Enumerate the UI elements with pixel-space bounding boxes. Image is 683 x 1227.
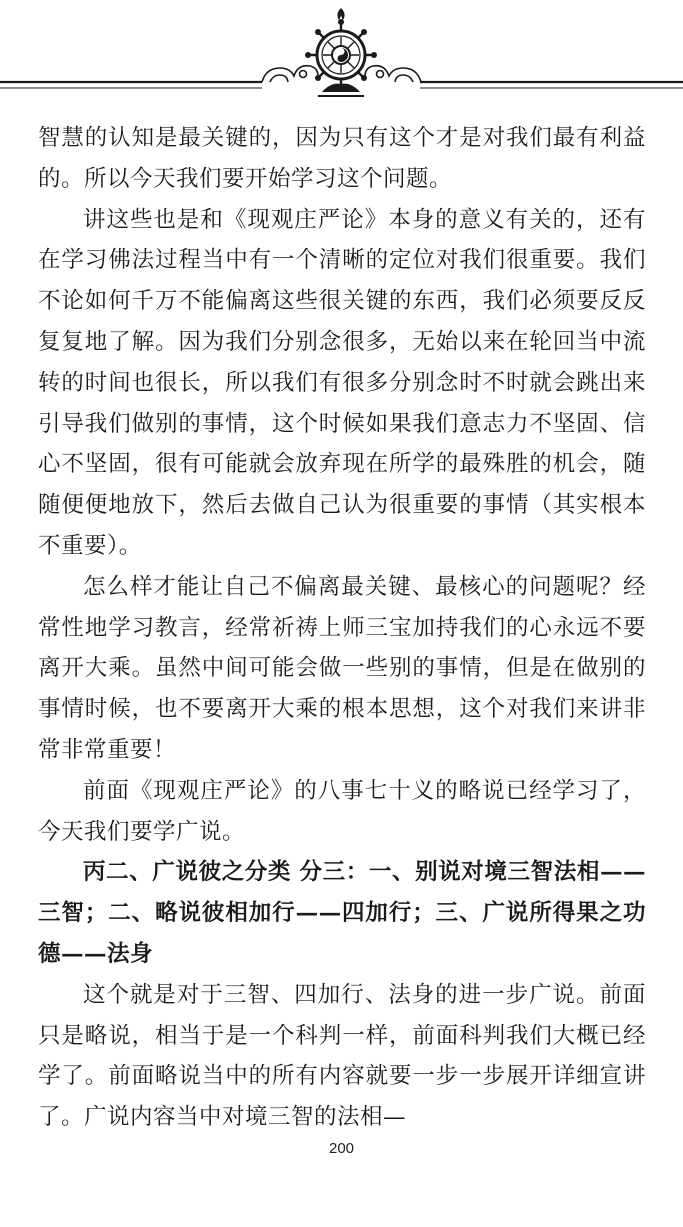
auspicious-cloud-icon (365, 66, 421, 82)
header-rule-left (0, 82, 262, 88)
page-body (38, 118, 646, 1138)
auspicious-cloud-icon (262, 66, 318, 82)
page-header (0, 0, 683, 110)
page-number: 200 (328, 1140, 355, 1157)
paragraph: 智慧的认知是最关键的，因为只有这个才是对我们最有利益的。所以今天我们要开始学习这个问题。 (38, 125, 646, 192)
paragraph: 怎么样才能让自己不偏离最关键、最核心的问题呢？经常性地学习教言，经常祈祷上师三宝加持我们的心永远不要离开大乘。虽然中间可能会做一些别的事情，但是在做别的事情时候，也不要离开大乘的根本思想，这个对我们来讲非常非常重要！ (38, 573, 646, 763)
paragraph: 这个就是对于三智、四加行、法身的进一步广说。前面只是略说，相当于是一个科判一样，前面科判我们大概已经学了。前面略说当中的所有内容就要一步一步展开详细宣讲了。广说内容当中对境三智的法相— (38, 981, 646, 1131)
section-heading: 丙二、广说彼之分类 分三：一、别说对境三智法相——三智；二、略说彼相加行——四加行；三、广说所得果之功德——法身 (38, 859, 646, 967)
dharma-wheel-icon (305, 8, 377, 96)
paragraph: 讲这些也是和《现观庄严论》本身的意义有关的，还有在学习佛法过程当中有一个清晰的定位对我们很重要。我们不论如何千万不能偏离这些很关键的东西，我们必须要反反复复地了解。因为我们分别念很多，无始以来在轮回当中流转的时间也很长，所以我们有很多分别念时不时就会跳出来引导我们做别的事情，这个时候如果我们意志力不坚固、信心不坚固，很有可能就会放弃现在所学的最殊胜的机会，随随便便地放下，然后去做自己认为很重要的事情（其实根本不重要）。 (38, 206, 646, 559)
header-ornament (0, 0, 683, 110)
paragraph: 前面《现观庄严论》的八事七十义的略说已经学习了，今天我们要学广说。 (38, 777, 646, 845)
header-rule-right (420, 82, 683, 88)
